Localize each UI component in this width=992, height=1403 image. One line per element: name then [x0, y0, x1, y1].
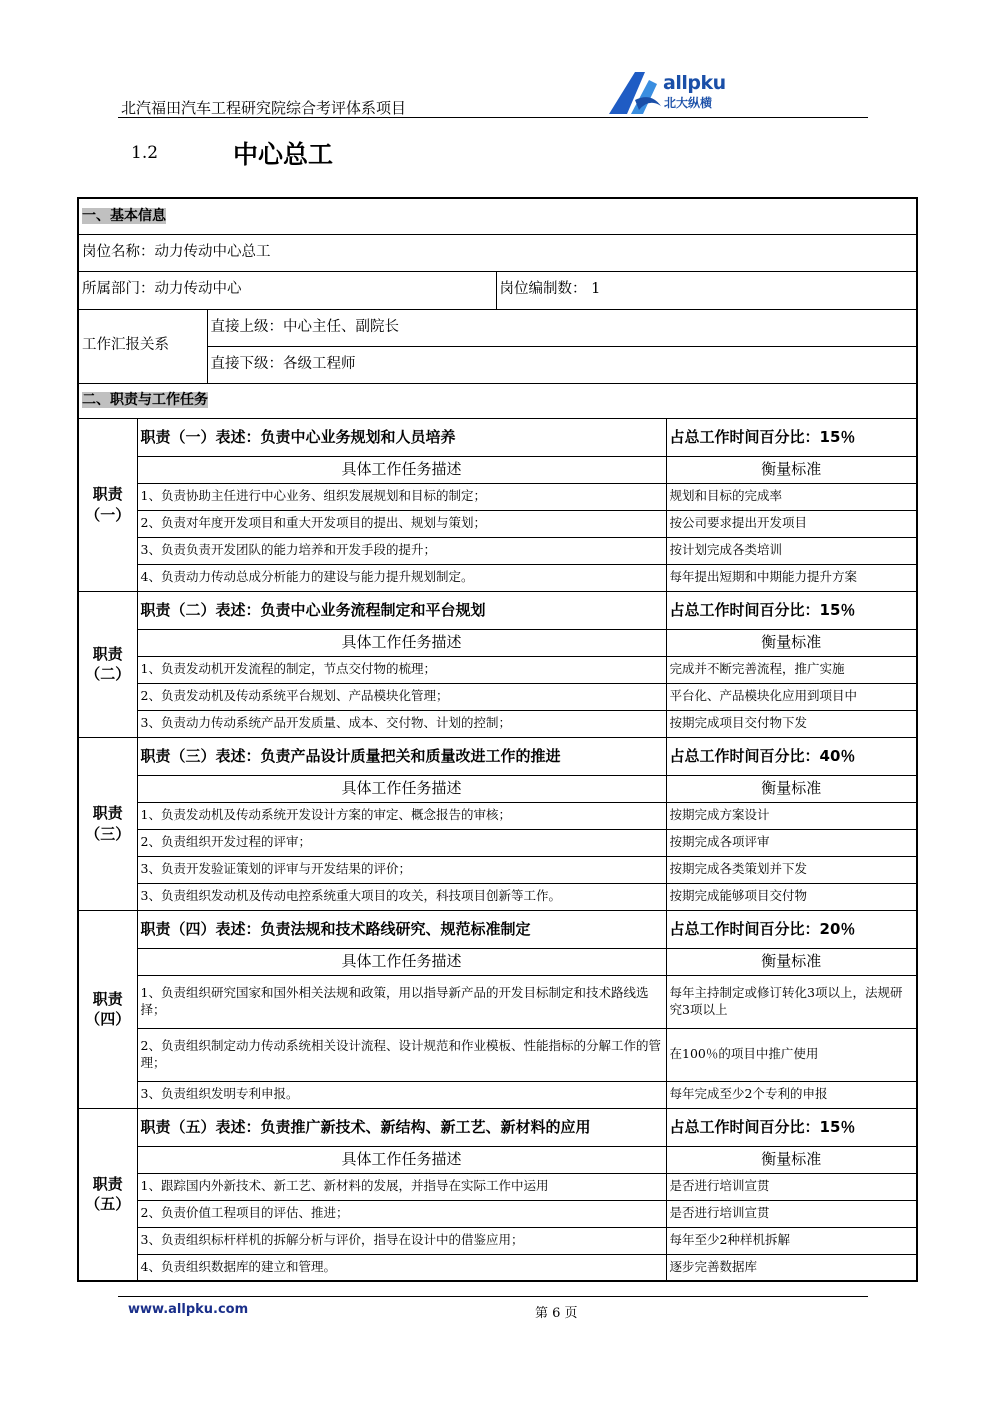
- task-row: [78, 483, 917, 510]
- task-description: 3、负责开发验证策划的评审与开发结果的评价；: [137, 856, 666, 883]
- task-standard: 每年完成至少2个专利的申报: [666, 1081, 917, 1108]
- duty-label-number: （四）: [85, 1010, 131, 1028]
- task-standard: 每年提出短期和中期能力提升方案: [666, 564, 917, 591]
- standard-column-header: 衡量标准: [666, 948, 917, 975]
- duty-label-number: （二）: [85, 665, 131, 683]
- page-number: 第 6 页: [535, 1306, 578, 1321]
- task-description: 2、负责对年度开发项目和重大开发项目的提出、规划与策划；: [137, 510, 666, 537]
- duty-label-word: 职责: [92, 1175, 123, 1193]
- task-standard: 按期完成能够项目交付物: [666, 883, 917, 910]
- task-description: 2、负责组织制定动力传动系统相关设计流程、设计规范和作业模板、性能指标的分解工作的管理；: [137, 1028, 666, 1081]
- duty-time-percent: 占总工作时间百分比：15％: [666, 418, 917, 456]
- task-standard: 完成并不断完善流程，推广实施: [666, 656, 917, 683]
- duty-label-number: （五）: [85, 1195, 131, 1214]
- task-row: [78, 564, 917, 591]
- task-row: [78, 537, 917, 564]
- task-standard: 每年至少2种样机拆解: [666, 1227, 917, 1254]
- task-row: [78, 856, 917, 883]
- duty-time-percent: 占总工作时间百分比：40％: [666, 737, 917, 775]
- task-standard: 逐步完善数据库: [666, 1254, 917, 1281]
- task-description: 1、负责协助主任进行中心业务、组织发展规划和目标的制定；: [137, 483, 666, 510]
- task-description: 1、负责发动机及传动系统开发设计方案的审定、概念报告的审核；: [137, 802, 666, 829]
- duty-label-word: 职责: [92, 644, 123, 663]
- duty-label: [78, 418, 137, 591]
- task-row: [78, 1254, 917, 1281]
- duty-title: 职责（三）表述：负责产品设计质量把关和质量改进工作的推进: [137, 737, 666, 775]
- task-row: [78, 656, 917, 683]
- duty-label: [78, 1108, 137, 1281]
- task-description: 3、负责负责开发团队的能力培养和开发手段的提升；: [137, 537, 666, 564]
- duty-title: 职责（二）表述：负责中心业务流程制定和平台规划: [137, 591, 666, 629]
- task-column-header: 具体工作任务描述: [137, 456, 666, 483]
- logo-text-cn: 北大纵横: [664, 96, 713, 110]
- task-description: 3、负责组织发动机及传动电控系统重大项目的攻关，科技项目创新等工作。: [137, 883, 666, 910]
- task-description: 4、负责组织数据库的建立和管理。: [137, 1254, 666, 1281]
- standard-column-header: 衡量标准: [666, 775, 917, 802]
- task-standard: 按期完成项目交付物下发: [666, 710, 917, 737]
- task-column-header: 具体工作任务描述: [137, 948, 666, 975]
- task-column-header: 具体工作任务描述: [137, 629, 666, 656]
- task-standard: 在100％的项目中推广使用: [666, 1028, 917, 1081]
- headcount: 岗位编制数： 1: [496, 271, 917, 309]
- task-row: [78, 683, 917, 710]
- duty-label-number: （一）: [85, 505, 131, 524]
- duty-label: [78, 737, 137, 910]
- task-description: 3、负责组织发明专利申报。: [137, 1081, 666, 1108]
- task-row: [78, 802, 917, 829]
- department: 所属部门：动力传动中心: [78, 271, 496, 309]
- duty-label: [78, 910, 137, 1108]
- duty-title: 职责（四）表述：负责法规和技术路线研究、规范标准制定: [137, 910, 666, 948]
- duty-time-percent: 占总工作时间百分比：15％: [666, 1108, 917, 1146]
- footer-url[interactable]: www.allpku.com: [128, 1302, 249, 1317]
- logo-mark-icon: [605, 70, 663, 116]
- standard-column-header: 衡量标准: [666, 1146, 917, 1173]
- task-description: 4、负责动力传动总成分析能力的建设与能力提升规划制定。: [137, 564, 666, 591]
- allpku-logo: [605, 70, 735, 116]
- standard-column-header: 衡量标准: [666, 629, 917, 656]
- header-divider: [118, 117, 868, 118]
- duties-band: 二、职责与工作任务: [78, 383, 917, 418]
- task-row: [78, 883, 917, 910]
- duty-label: [78, 591, 137, 737]
- task-standard: 按计划完成各类培训: [666, 537, 917, 564]
- direct-subordinate: 直接下级：各级工程师: [207, 346, 917, 383]
- task-standard: 是否进行培训宣贯: [666, 1173, 917, 1200]
- task-standard: 每年主持制定或修订转化3项以上，法规研究3项以上: [666, 975, 917, 1028]
- standard-column-header: 衡量标准: [666, 456, 917, 483]
- task-standard: 规划和目标的完成率: [666, 483, 917, 510]
- task-description: 3、负责组织标杆样机的拆解分析与评价，指导在设计中的借鉴应用；: [137, 1227, 666, 1254]
- duty-label-word: 职责: [92, 804, 123, 823]
- duty-time-percent: 占总工作时间百分比：20％: [666, 910, 917, 948]
- task-description: 2、负责组织开发过程的评审；: [137, 829, 666, 856]
- task-row: [78, 1028, 917, 1081]
- task-standard: 是否进行培训宣贯: [666, 1200, 917, 1227]
- duty-title: 职责（五）表述：负责推广新技术、新结构、新工艺、新材料的应用: [137, 1108, 666, 1146]
- task-description: 1、负责发动机开发流程的制定，节点交付物的梳理；: [137, 656, 666, 683]
- task-standard: 平台化、产品模块化应用到项目中: [666, 683, 917, 710]
- task-description: 2、负责发动机及传动系统平台规划、产品模块化管理；: [137, 683, 666, 710]
- duty-title: 职责（一）表述：负责中心业务规划和人员培养: [137, 418, 666, 456]
- footer-divider: [118, 1296, 868, 1297]
- task-description: 1、跟踪国内外新技术、新工艺、新材料的发展，并指导在实际工作中运用: [137, 1173, 666, 1200]
- duty-time-percent: 占总工作时间百分比：15％: [666, 591, 917, 629]
- task-description: 3、负责动力传动系统产品开发质量、成本、交付物、计划的控制；: [137, 710, 666, 737]
- task-row: [78, 1081, 917, 1108]
- task-description: 1、负责组织研究国家和国外相关法规和政策，用以指导新产品的开发目标制定和技术路线选择；: [137, 975, 666, 1028]
- task-row: [78, 1200, 917, 1227]
- task-column-header: 具体工作任务描述: [137, 775, 666, 802]
- job-description-table: [77, 197, 918, 1282]
- task-row: [78, 710, 917, 737]
- task-column-header: 具体工作任务描述: [137, 1146, 666, 1173]
- report-relation-label: 工作汇报关系: [78, 309, 207, 383]
- task-row: [78, 1173, 917, 1200]
- task-standard: 按期完成各项评审: [666, 829, 917, 856]
- task-description: 2、负责价值工程项目的评估、推进；: [137, 1200, 666, 1227]
- duty-label-number: （三）: [85, 824, 131, 843]
- task-row: [78, 829, 917, 856]
- duty-label-word: 职责: [92, 485, 123, 504]
- direct-superior: 直接上级：中心主任、副院长: [207, 309, 917, 346]
- task-standard: 按期完成方案设计: [666, 802, 917, 829]
- duty-label-word: 职责: [92, 989, 123, 1008]
- task-row: [78, 510, 917, 537]
- task-standard: 按公司要求提出开发项目: [666, 510, 917, 537]
- basic-info-band: 一、基本信息: [78, 198, 917, 234]
- task-row: [78, 975, 917, 1028]
- position-name: 岗位名称：动力传动中心总工: [78, 234, 917, 271]
- section-number: 1.2: [131, 143, 159, 163]
- task-standard: 按期完成各类策划并下发: [666, 856, 917, 883]
- section-title: 中心总工: [233, 140, 334, 169]
- header-title: 北汽福田汽车工程研究院综合考评体系项目: [121, 99, 407, 117]
- task-row: [78, 1227, 917, 1254]
- logo-text-en: allpku: [663, 72, 726, 94]
